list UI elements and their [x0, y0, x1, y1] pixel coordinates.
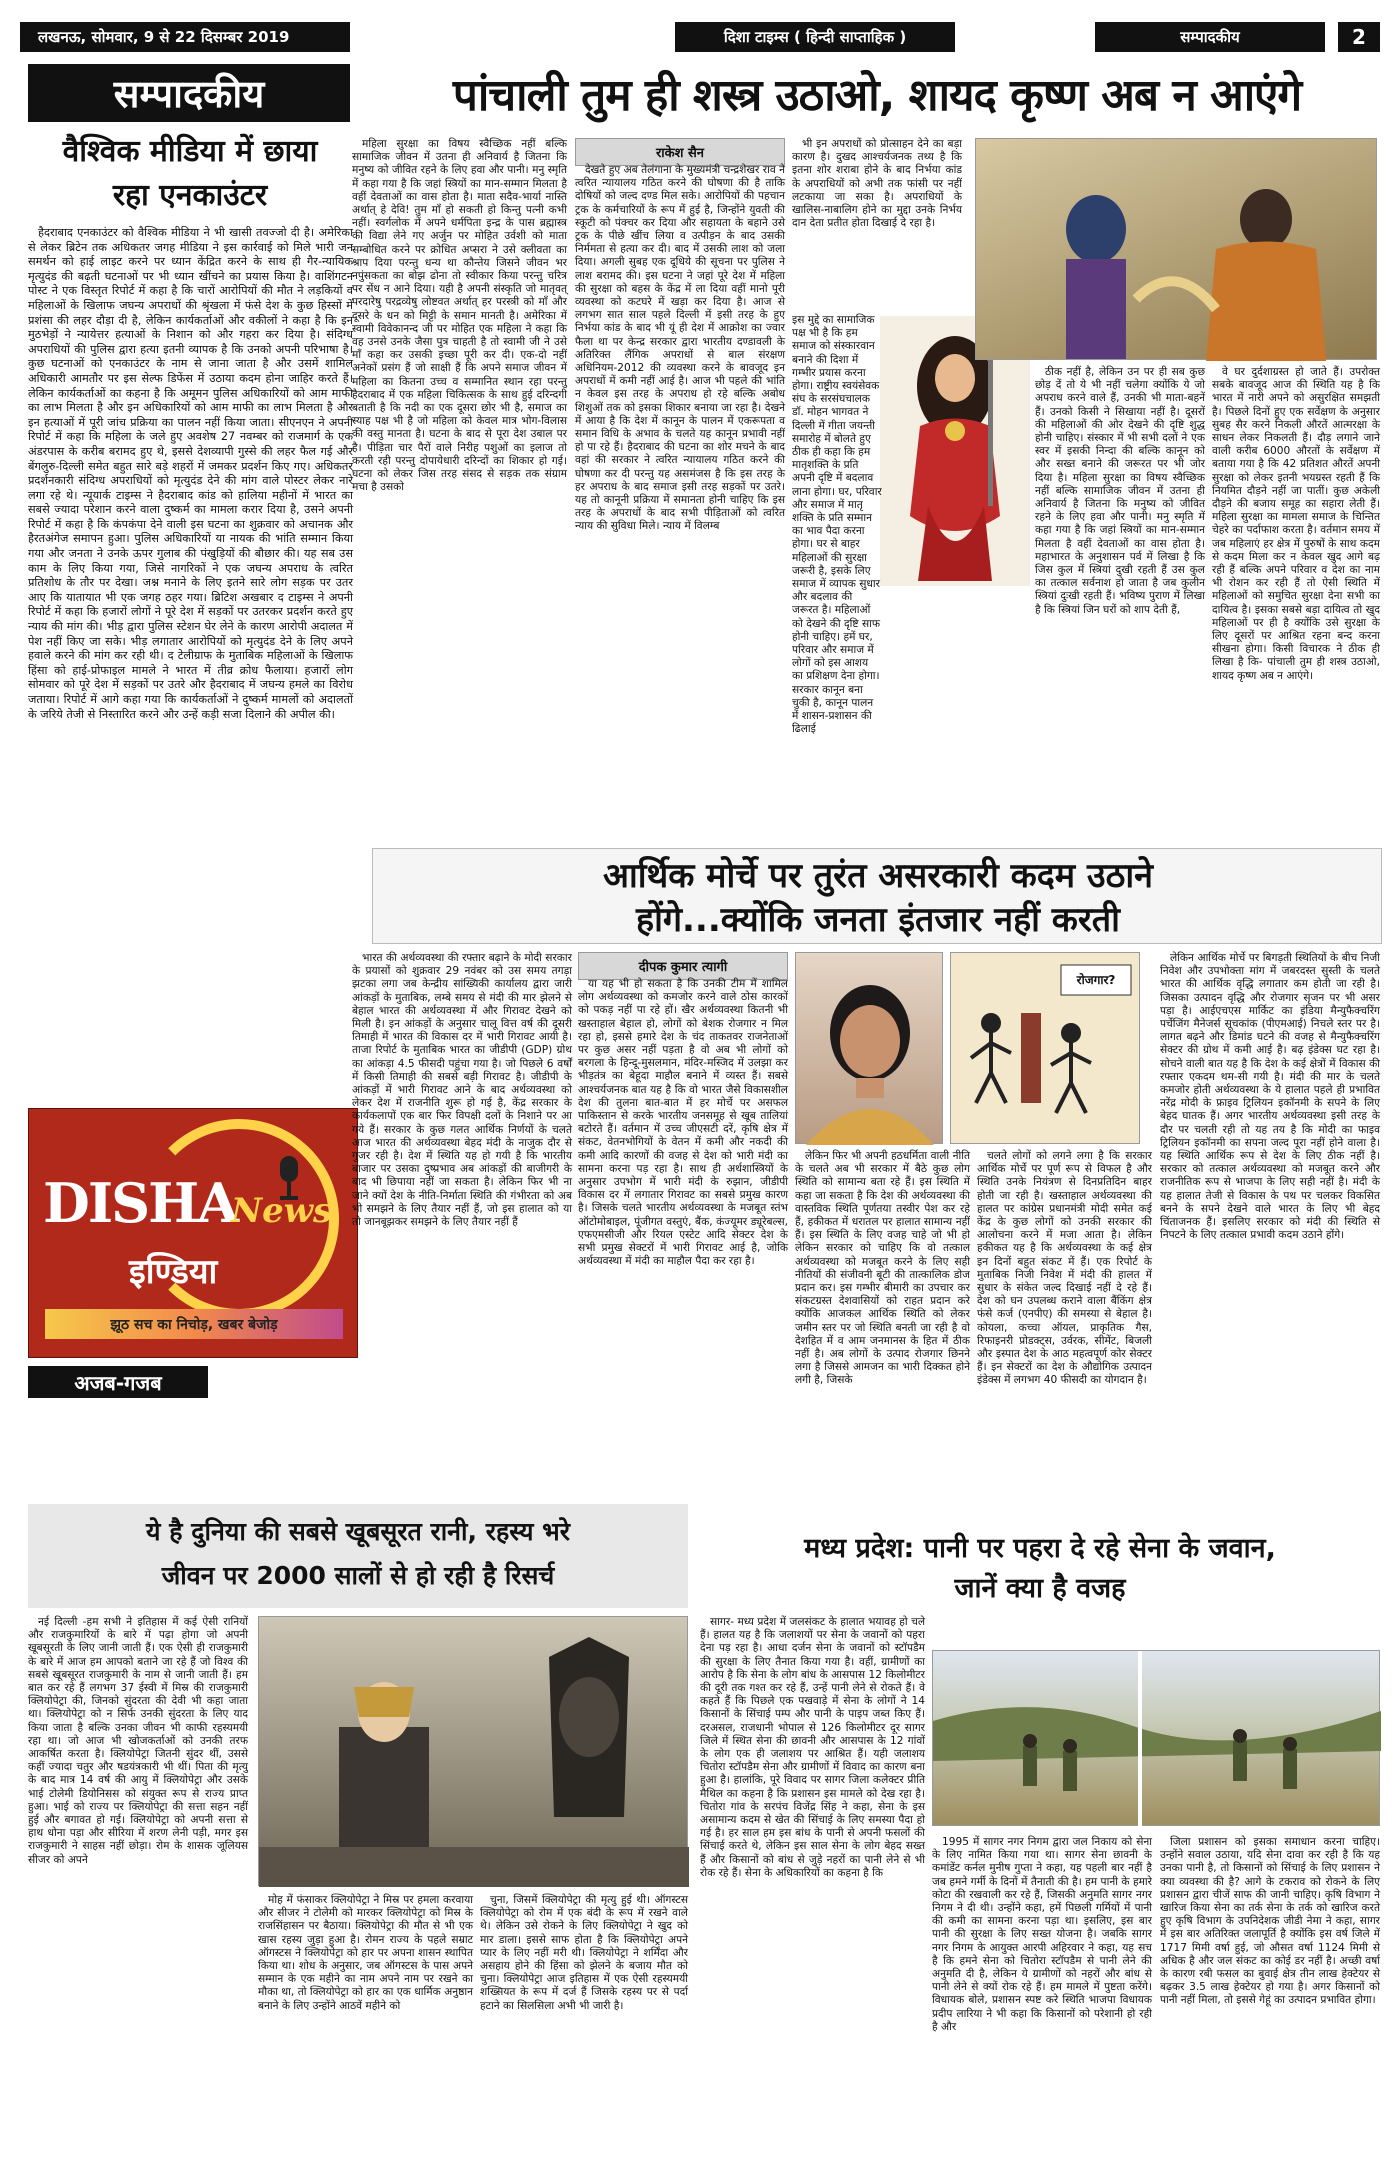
date-bar: लखनऊ, सोमवार, 9 से 22 दिसम्बर 2019 [20, 22, 350, 52]
lead-column-3a: भी इन अपराधों को प्रोत्साहन देने का बड़ा कारण है। दुखद आश्चर्यजनक तथ्य है कि इतना शोर शराबा होने के बाद निर्भया कांड के अपराधियों को अभी तक फांसी पर नहीं लटकाया जा सका है। अपराधियों के खालिस-नाबालिग होने का मुद्दा उनके निर्भय दान देता प्रतीत होता दिखाई दे रहा है। [792, 138, 962, 230]
mp-column-1: सागर- मध्य प्रदेश में जलसंकट के हालात भयावह हो चले हैं। हालत यह है कि जलाशयों पर सेना के जवानों को पहरा देना पड़ रहा है। आधा दर्जन सेना के जवानों को स्टॉपडैम की सुरक्षा के लिए तैनात किया गया है। वहीं, ग्रामीणों का आरोप है कि सेना के लोग बांध के आसपास 12 किलोमीटर की दूरी तक गश्त कर रहे हैं, उन्हें पानी लेने से रोकते हैं। वे कहते हैं कि पिछले एक पखवाड़े में सेना के लोगों ने 14 किसानों के सिंचाई पम्प और पानी के पाइप जब्त किए हैं। दरअसल, राजधानी भोपाल से 126 किलोमीटर दूर सागर जिले में स्थित सेना की छावनी और आसपास के 12 गांवों के लोग एक ही जलाशय पर आश्रित हैं। यही जलाशय चितोरा स्टॉपडैम सेना और ग्रामीणों में विवाद का कारण बना हुआ है। हालांकि, पूरे विवाद पर सागर जिला कलेक्टर प्रीति मैथिल का कहना है कि प्रशासन इस मामले को देख रहा है। चितोरा गांव के सरपंच विजेंद्र सिंह ने कहा, सेना के इस असामान्य कदम से खेत की सिंचाई के लिए समस्या पैदा हो गई है। हर साल हम इस बांध के पानी से अपनी फसलों की सिंचाई करते थे, लेकिन इस साल सेना के लोग बेहद सख्त हैं और किसानों को बांध से जुड़े नहरों का पानी लेने से भी रोक रहे हैं। सेना के अधिकारियों का कहना है कि [700, 1616, 925, 1879]
economy-column-4: चलते लोगों को लगने लगा है कि सरकार आर्थिक मोर्चे पर पूर्ण रूप से विफल है और स्थिति उनके नियंत्रण से दिनप्रतिदिन बाहर होती जा रही है। खस्ताहाल अर्थव्यवस्था की हालत पर कांग्रेस प्रधानमंत्री मोदी समेत कई केंद्र के कुछ लोगों को उनकी सरकार की आलोचना करने में मजा आता है। लेकिन हकीकत यह है कि अर्थव्यवस्था के कई क्षेत्र इन दिनों बहुत संकट में हैं। एक रिपोर्ट के मुताबिक निजी निवेश में मंदी की हालत में सुधार के संकेत जल्द दिखाई नहीं दे रहे हैं। देश को घन उपलब्ध कराने वाला बैंकिंग क्षेत्र फंसे कर्ज (एनपीए) की समस्या से बेहाल है। कोयला, कच्चा ऑयल, प्राकृतिक गैस, रिफाइनरी प्रोडक्ट्स, उर्वरक, सीमेंट, बिजली और इस्पात देश के आठ महत्वपूर्ण कोर सेक्टर हैं। इन सेक्टरों का देश के औद्योगिक उत्पादन इंडेक्स में लगभग 40 फीसदी का योगदान है। [977, 1150, 1152, 1387]
queen-caption-1: मोह में फंसाकर क्लियोपेट्रा ने मिस्र पर हमला करवाया और सीजर ने टोलेमी को मारकर क्लियोपेट्रा को मिस्र के राजसिंहासन पर बैठाया। क्लियोपेट्रा की मौत से भी एक खास रहस्य जुड़ा हुआ है। रोमन राज्य के पहले सम्राट ऑगस्टस ने क्लियोपेट्रा को हार पर अपना शासन स्थापित किया था। शोध के अनुसार, जब ऑगस्टस के पास अपने सम्मान के एक महीने का नाम अपने नाम पर रखने का मौका था, तो क्लियोपेट्रा को हार का एक धार्मिक अनुष्ठान बनाने के लिए उन्होंने आठवें महीने को [258, 1894, 473, 2012]
queen-headline-box [28, 1504, 688, 1608]
economy-byline: दीपक कुमार त्यागी [578, 952, 788, 980]
logo-tagline: झूठ सच का निचोड़, खबर बेजोड़ [45, 1309, 343, 1339]
economy-column-2: या यह भी हो सकता है कि उनकी टीम में शामिल लोग अर्थव्यवस्था को कमजोर करने वाले ठोस कारकों को पकड़ नहीं पा रहे हों। खैर अर्थव्यवस्था कितनी भी खस्ताहाल बेहाल हो, लोगों को बेशक रोजगार न मिल रहा हो, इससे हमारे देश के चंद ताकतवर राजनेताओं पर कुछ असर नहीं पड़ता है वो अब भी लोगों को बरगला के हिन्दू-मुसलमान, मंदिर-मस्जिद में उलझा कर भीड़तंत्र का बेहूदा माहौल बनाने में व्यस्त हैं। सबसे आश्चर्यजनक बात यह है कि वो भारत जैसे विकासशील देश की तुलना बात-बात में हर मोर्चे पर असफल पाकिस्तान से करके भारतीय जनसमूह से खूब तालियां बटोरते हैं। वर्तमान में उच्च जीएसटी दरें, कृषि क्षेत्र में संकट, वेतनभोगियों के वेतन में कमी और नकदी की कमी आदि कारणों की वजह से देश को भारी मंदी का सामना करना पड़ रहा है। साथ ही अर्थशास्त्रियों के अनुसार उपभोग में भारी मंदी के रुझान, जीडीपी विकास दर में लगातार गिरावट का सबसे प्रमुख कारण है। जिसके चलते भारतीय अर्थव्यवस्था के मजबूत स्तंभ ऑटोमोबाइल, पूंजीगत वस्तुएं, बैंक, कंज्यूमर ड्यूरेबल्स, एफएमसीजी और रियल एस्टेट आदि सेक्टर देश के सभी प्रमुख सेक्टरों में भारी गिरावट आई है, जोकि अर्थव्यवस्था में मंदी का माहौल पैदा कर रहा है। [578, 978, 788, 1268]
economy-headline-line-1: आर्थिक मोर्चे पर तुरंत असरकारी कदम उठाने [602, 856, 1154, 896]
lead-column-2: देखते हुए अब तेलंगाना के मुख्यमंत्री चन्द्रशेखर राव ने त्वरित न्यायालय गठित करने की घोषणा की है ताकि दोषियों को जल्द दण्ड मिल सके। आरोपियों की पहचान ट्रक के कर्मचारियों के रूप में हुई है, जिन्होंने युवती की स्कूटी को पंक्चर कर दिया और सहायता के बहाने उसे ट्रक के पीछे खींच लिया व उत्पीड़न के बाद उसकी निर्ममता से हत्या कर दी। बाद में उसकी लाश को जला दिया। अगली सुबह एक दूधिये की सूचना पर पुलिस ने लाश बरामद की। इस घटना ने जहां पूरे देश में महिला की सुरक्षा को बहस के केंद्र में ला दिया वहीं मानो पूरी व्यवस्था को कटघरे में खड़ा कर दिया है। आज से लगभग सात साल पहले दिल्ली में इसी तरह के हुए निर्भया कांड के बाद भी यूं ही देश में आक्रोश का ज्वार फैला था पर केन्द्र सरकार द्वारा भारतीय दण्डावली के अतिरिक्त लैंगिक अपराधों से बाल संरक्षण अधिनियम-2012 की व्यवस्था करने के बावजूद इन अपराधों में कमी नहीं आई है। आज भी पहले की भांति न केवल इस तरह के अपराध हो रहे बल्कि अबोध शिशुओं तक को इसका शिकार बनाया जा रहा है। देखने में आया है कि देश में कानून के पालन में एकरूपता व समान विधि के अभाव के चलते यह कानून प्रभावी नहीं हो पा रहे हैं। हैदराबाद की घटना का शोर मचने के बाद वहां की सरकार ने त्वरित न्यायालय गठित करने की घोषणा कर दी परन्तु यह असमंजस है कि इस तरह के हर अपराध के बाद समाज इसी तरह सड़कों पर उतरे। यह तो कानूनी प्रक्रिया में समानता होनी चाहिए कि इस तरह के अपराधों के बाद सभी पीड़िताओं को त्वरित न्याय की सुविधा मिले। न्याय में विलम्ब [575, 164, 785, 533]
mp-column-3: जिला प्रशासन को इसका समाधान करना चाहिए। उन्होंने सवाल उठाया, यदि सेना दावा कर रही है कि यह उनका पानी है, तो किसानों को सिंचाई के लिए प्रशासन ने क्या व्यवस्था की है? आगे के टकराव को रोकने के लिए प्रशासन द्वारा चीजें साफ की जानी चाहिए। कृषि विभाग ने खारिज किया सेना का तर्क सेना के तर्क को खारिज करते हुए कृषि विभाग के उपनिदेशक जीडी नेमा ने कहा, सागर में इस बार अतिरिक्त जलापूर्ति है क्योंकि इस वर्ष जिले में 1717 मिमी वर्षा हुई, जो औसत वर्षा 1124 मिमी से अधिक है और जल संकट का कोई डर नहीं है। अच्छी वर्षा के कारण रबी फसल का बुवाई क्षेत्र तीन लाख हेक्टेयर से बढ़कर 3.5 लाख हेक्टेयर हो गया है। अगर किसानों को पानी नहीं मिला, तो इससे गेहूं का उत्पादन प्रभावित होगा। [1160, 1836, 1380, 2007]
sidebar-article-body: हैदराबाद एनकाउंटर को वैश्विक मीडिया ने भी खासी तवज्जो दी है। अमेरिका से लेकर ब्रिटेन तक अधिकतर जगह मीडिया ने इस कार्रवाई को मिले भारी जन समर्थन को हाई लाइट करने पर ध्यान केंद्रित करने के साथ ही गैर-न्यायिक मृत्युदंड की बढ़ती घटनाओं पर भी ध्यान खींचने का प्रयास किया है। वाशिंगटन पोस्ट ने एक विस्तृत रिपोर्ट में कहा है कि चारों आरोपियों की मौत ने लड़कियों व महिलाओं के खिलाफ जघन्य अपराधों की श्रृंखला में फंसे देश के कुछ हिस्सों में प्रशंसा की लहर दौड़ा दी है, लेकिन कार्यकर्ताओं और वकीलों ने कहा है कि इन मुठभेड़ों ने न्यायेत्तर हत्याओं के निशान को और गहरा कर दिया है। संदिग्ध अपराधियों की पुलिस द्वारा हत्या इतनी व्यापक है कि उनको अपनी परिभाषा है। कुछ घटनाओं को एनकाउंटर के नाम से जाना जाता है और उसमें शामिल अधिकारी आमतौर पर इस सेल्फ डिफेंस में उठाया कदम होना जाहिर करते हैं। लेकिन कार्यकर्ताओं का कहना है कि अमूमन पुलिस अधिकारियों को आम माफी का लाभ मिलता है और इन अधिकारियों को आम माफी का लाभ मिलता है और इन हत्याओं में पूरी जांच प्रक्रिया का पालन नहीं किया जाता। सीएनएन ने अपनी रिपोर्ट में कहा कि महिला के जले हुए अवशेष 27 नवम्बर को राजमार्ग के एक अंडरपास के करीब बरामद हुए थे, इससे देशव्यापी गुस्से की लहर फैल गई और बेंगलुरु-दिल्ली समेत बहुत सारे बड़े शहरों में जमकर प्रदर्शन किए गए। अधिकतर प्रदर्शनकारी संदिग्ध अपराधियों को मृत्युदंड देने की मांग वाले पोस्टर लेकर नारे लगा रहे थे। न्यूयार्क टाइम्स ने हैदराबाद कांड को हालिया महीनों में भारत का सबसे ज्यादा परेशान करने वाला दुष्कर्म का मामला करार दिया है, उसने अपनी रिपोर्ट में कहा है कि कंपकंपा देने वाली इस घटना का शुक्रवार को अचानक और हैरतअंगेज समापन हुआ। पुलिस अधिकारियों या नायक की भांति सम्मान किया गया और जनता ने उनके ऊपर गुलाब की पंखुड़ियों की बौछार की। यह सब उस काम के लिए किया गया, जिसे नागरिकों ने एक जघन्य अपराध के त्वरित प्रतिशोध के तौर पर देखा। जश्न मनाने के लिए इतने सारे लोग सड़क पर उतर आए कि यातायात भी एक जगह ठहर गया। ब्रिटिश अखबार द टाइम्स ने अपनी रिपोर्ट में कहा कि हजारों लोगों ने पूरे देश में सड़कों पर उतरकर प्रदर्शन करते हुए न्याय की मांग की। भीड़ द्वारा पुलिस स्टेशन घेर लेने के कारण आरोपी अदालत में पेश नहीं किए जा सके। भीड़ लगातार आरोपियों को मृत्युदंड देने के लिए अपने हवाले करने की मांग कर रही थी। द टेलीग्राफ के मुताबिक महिलाओं के खिलाफ हिंसा को हाई-प्रोफाइल मामले ने भारत में तीव्र क्रोध फैलाया। हजारों लोग सोमवार को पूरे देश में सड़कों पर उतरे और हैदराबाद में जघन्य हमले का विरोध जताया। रिपोर्ट में आगे कहा गया कि कार्यकर्ताओं ने दुष्कर्म मामलों को अदालतों के जरिये तेजी से निस्तारित करने और उन्हें कड़ी सजा दिलाने की अपील की। [28, 226, 353, 721]
queen-column-1: नई दिल्ली -हम सभी ने इतिहास में कई ऐसी रानियों और राजकुमारियों के बारे में पढ़ा होगा जो अपनी खूबसूरती के लिए जानी जाती हैं। एक ऐसी ही राजकुमारी के बारे में आज हम आपको बताने जा रहे हैं जो विश्व की सबसे खूबसूरत राजकुमारी के नाम से जानी जाती हैं। हम बात कर रहे हैं लगभग 37 ईस्वी में मिस्र की राजकुमारी क्लियोपेट्रा की, जिनको सुंदरता की देवी भी कहा जाता था। क्लियोपेट्रा को न सिर्फ उनकी सुंदरता के लिए याद किया जाता है बल्कि उनका जीवन भी काफी रहस्यमयी रहा था। जो आज भी खोजकर्ताओं को उनकी तरफ आकर्षित करता है। क्लियोपेट्रा जितनी सुंदर थीं, उससे कहीं ज्यादा चतुर और षडयंत्रकारी भी थीं। पिता की मृत्यु के बाद मात्र 14 वर्ष की आयु में क्लियोपेट्रा और उसके भाई टोलेमी डियोनिसस को संयुक्त रूप से राज्य प्राप्त हुआ। भाई को राज्य पर क्लियोपेट्रा की सत्ता सहन नहीं हुई और बगावत हो गई। क्लियोपेट्रा को अपनी सत्ता से हाथ धोना पड़ा और सीरिया में शरण लेनी पड़ी, मगर इस राजकुमारी ने साहस नहीं छोड़ा। रोम के शासक जूलियस सीजर को अपने [28, 1616, 248, 1866]
sidebar-headline: वैश्विक मीडिया में छाया रहा एनकाउंटर [62, 134, 318, 213]
cleopatra-photo [258, 1616, 688, 1886]
queen-headline-line-2: जीवन पर 2000 सालों से हो रही है रिसर्च [161, 1561, 555, 1590]
page-number: 2 [1338, 22, 1380, 52]
mp-column-2: 1995 में सागर नगर निगम द्वारा जल निकाय को सेना के लिए नामित किया गया था। सागर सेना छावनी के कमांडेंट कर्नल मुनीष गुप्ता ने कहा, यह पहली बार नहीं है जब हमने गर्मी के दिनों में तैनाती की है। हम पानी के हमारे कोटा की रखवाली कर रहे हैं, जिसकी अनुमति सागर नगर निगम ने दी थी। उन्होंने कहा, हमें पिछली गर्मियों में पानी की कमी का सामना करना पड़ा था। इसलिए, इस बार पानी की सुरक्षा के लिए सख्त योजना है। जबकि सागर नगर निगम के आयुक्त आरपी अहिरवार ने कहा, यह सच है कि हमने सेना को चितोरा स्टॉपडैम से पानी लेने की अनुमति दी है, लेकिन ये ग्रामीणों को नहरों और बांध से पानी लेने से क्यों रोक रहे हैं। हम मामले में पुष्टता करेंगे। विधायक बोले, प्रशासन स्पष्ट करे स्थिति भाजपा विधायक प्रदीप लारिया ने भी कहा कि किसानों को परेशानी हो रही है और [932, 1836, 1152, 2033]
economy-column-1: भारत की अर्थव्यवस्था की रफ्तार बढ़ाने के मोदी सरकार के प्रयासों को शुक्रवार 29 नवंबर को उस समय तगड़ा झटका लगा जब केन्द्रीय सांख्यिकी कार्यालय द्वारा जारी आंकड़ों के मुताबिक, लम्बे समय से मंदी की मार झेलने से बेहाल भारत की अर्थव्यवस्था में और गिरावट देखने को मिली है। इन आंकड़ों के अनुसार चालू वित्त वर्ष की दूसरी तिमाही में भारत की विकास दर में भारी गिरावट आयी है। ताजा रिपोर्ट के मुताबिक भारत का जीडीपी (GDP) ग्रोथ का आंकड़ा 4.5 फीसदी पहुंचा गया है। जो पिछले 6 वर्षों में किसी तिमाही की सबसे बड़ी गिरावट है। जीडीपी के आंकड़ों में भारी गिरावट आने के बाद अर्थव्यवस्था को लेकर देश में राजनीति शुरू हो गई है, केंद्र सरकार के कार्यकलापों एक बार फिर विपक्षी दलों के निशाने पर आ गये हैं। सरकार के कुछ गलत आर्थिक निर्णयों के चलते आज भारत की अर्थव्यवस्था बेहद मंदी के नाजुक दौर से गुजर रही है। देश में स्थिति यह हो गयी है कि भारतीय बाजार पर उसका दुष्प्रभाव अब आंकड़ों की बाजीगरी के बाद भी छिपाया नहीं जा सकता है। लेकिन फिर भी ना जाने क्यों देश के नीति-निर्माता स्थिति की गंभीरता को अब भी समझने के लिए तैयार नहीं हैं, जो इस हालात को या तो जानबूझकर समझने के लिए तैयार नहीं हैं [352, 952, 572, 1229]
logo-disha-text: DISHA [43, 1171, 238, 1235]
economy-column-5: लेकिन आर्थिक मोर्चे पर बिगड़ती स्थितियों के बीच निजी निवेश और उपभोक्ता मांग में जबरदस्त सुस्ती के चलते भारत की आर्थिक वृद्धि लगातार कम होती जा रही है। जिसका उत्पादन वृद्धि और रोजगार सृजन पर भी असर पड़ा है। आईएचएस मार्किट का इंडिया मैन्युफैक्चरिंग पर्चेजिंग मैनेजर्स सूचकांक (पीएमआई) निचले स्तर पर है। लागत बढ़ने और डिमांड घटने की वजह से मैन्युफैक्चरिंग सेक्टर की ग्रोथ में कमी आई है। बढ़ इंडेक्स घट रहा है। सोचने वाली बात यह है कि देश के कई क्षेत्रों में विकास की रफ्तार एकदम थम-सी गयी है। मंदी की मार के चलते कमजोर होती अर्थव्यवस्था के ये हालात पहले ही प्रभावित नरेंद्र मोदी के फ्राइव ट्रिलियन इकॉनमी के सपने के लिए बेहद घातक हैं। अगर भारतीय अर्थव्यवस्था इसी तरह के दौर पर चलती रही तो यह तय है कि मोदी का फाइव ट्रिलियन इकॉनमी का सपना जल्द पूरा नहीं होने वाला है। यह स्थिति आर्थिक रूप से देश के लिए ठीक नहीं है। सरकार को तत्काल अर्थव्यवस्था को मजबूत करने और राजनीतिक रूप से भाजपा के लिए सही नहीं है। मंदी के यह हालात तेजी से विकास के पथ पर चलकर विकसित बनने के सपने देखने वाले भारत के लिए भी बेहद चिंताजनक हैं। इसलिए सरकार को मंदी की स्थिति से निपटने के लिए तत्काल प्रभावी कदम उठाने होंगे। [1160, 952, 1380, 1242]
mahabharata-painting [975, 138, 1377, 360]
section-bar: सम्पादकीय [1095, 22, 1325, 52]
mp-headline-line-1: मध्य प्रदेश: पानी पर पहरा दे रहे सेना के जवान, [804, 1533, 1276, 1564]
lead-column-1: महिला सुरक्षा का विषय स्वैच्छिक नहीं बल्कि सामाजिक जीवन में उतना ही अनिवार्य है जितना कि मनुष्य को जीवित रहने के लिए हवा और पानी। मनु स्मृति में कहा गया है कि जहां स्त्रियों का मान-सम्मान मिलता है वहीं देवताओं का वास होता है। माता सदैव-भार्या नास्ति अर्थात् हे देवि! तुम माँ हो सकती हो किन्तु पत्नी कभी नहीं। स्वर्गलोक में अपने धर्मपिता इन्द्र के पास ब्रह्मास्त्र की विद्या लेने गए अर्जुन पर मोहित उर्वशी को माता सम्बोधित करने पर क्रोधित अप्सरा ने उसे क्लीवता का श्राप दिया परन्तु धन्य था कौन्तेय जिसने जीवन भर नपुंसकता का बोझ ढोना तो स्वीकार किया परन्तु चरित्र पर सेंध न आने दिया। यही है अपनी संस्कृति जो मातृवत् परदारेषु परद्रव्येषु लोष्टवत अर्थात् हर परस्त्री को माँ और दूसरे के धन को मिट्टी के समान मानती है। अमेरिका में स्वामी विवेकानन्द जी पर मोहित एक महिला ने कहा कि वह उनसे उनके जैसा पुत्र चाहती है तो स्वामी जी ने उसे माँ कहा कर उसकी इच्छा पूरी कर दी। एक-दो नहीं अनेकों प्रसंग हैं जो साक्षी हैं कि अपने समाज जीवन में महिला का कितना उच्च व सम्मानित स्थान रहा परन्तु हैदराबाद में एक महिला चिकित्सक के साथ हुई दरिन्दगी बताती है कि नदी का एक दूसरा छोर भी है, समाज का स्याह पक्ष भी है जो महिला को केवल मात्र भोग-विलास की वस्तु मानता है। घटना के बाद से पूरा देश उबाल पर है। पीड़िता चार पैरों वाले निरीह पशुओं का इलाज तो करती रही परन्तु दोपायेधारी दरिन्दों का शिकार हो गई। घटना को लेकर जिस तरह संसद से सड़क तक संग्राम मचा है उसको [352, 138, 567, 494]
lead-byline: राकेश सैन [575, 138, 785, 166]
nirmala-sitharaman-photo [795, 952, 943, 1144]
lead-column-4: ठीक नहीं है, लेकिन उन पर ही सब कुछ छोड़ दें तो ये भी नहीं चलेगा क्योंकि ये जो अपराध करने वाले हैं, उनकी भी माता-बहनें हैं। उनको किसी ने सिखाया नहीं है। दूसरों की महिलाओं की ओर देखने की दृष्टि शुद्ध होनी चाहिए। संस्कार में भी सभी दलों ने एक स्वर में इसकी निन्दा की बल्कि कानून को और सख्त बनाने की जरूरत पर भी जोर दिया है। महिला सुरक्षा का विषय स्वैच्छिक नहीं बल्कि सामाजिक जीवन में उतना ही अनिवार्य है जितना कि मनुष्य को जीवित रहने के लिए हवा और पानी। मनु स्मृति में कहा गया है कि जहां स्त्रियों का मान-सम्मान मिलता है वहीं देवताओं का वास होता है। महाभारत के अनुशासन पर्व में लिखा है कि जिस कुल में स्त्रियां दुखी रहती हैं उस कुल का तत्काल सर्वनाश हो जाता है जब कुलीन स्त्रियां दुःखी रहती हैं। भविष्य पुराण में लिखा है कि स्त्रियां जिन घरों को शाप देती हैं, [1035, 366, 1205, 616]
paper-name-bar: दिशा टाइम्स ( हिन्दी साप्ताहिक ) [675, 22, 955, 52]
lead-headline: पांचाली तुम ही शस्त्र उठाओ, शायद कृष्ण अब न आएंगे [452, 70, 1302, 121]
mp-headline-line-2: जानें क्या है वजह [954, 1573, 1126, 1604]
editorial-label: सम्पादकीय [28, 64, 350, 122]
lead-column-3b: इस मुद्दे का सामाजिक पक्ष भी है कि हम समाज को संस्कारवान बनाने की दिशा में गम्भीर प्रयास करना होगा। राष्ट्रीय स्वयंसेवक संघ के सरसंघचालक डॉ. मोहन भागवत ने दिल्ली में गीता जयन्ती समारोह में बोलते हुए ठीक ही कहा कि हम मातृशक्ति के प्रति अपनी दृष्टि में बदलाव लाना होगा। घर, परिवार और समाज में मातृ शक्ति के प्रति सम्मान का भाव पैदा करना होगा। घर से बाहर महिलाओं की सुरक्षा जरूरी है, इसके लिए समाज में व्यापक सुधार और बदलाव की जरूरत है। महिलाओं को देखने की दृष्टि साफ होनी चाहिए। हमें घर, परिवार और समाज में लोगों को इस आशय का प्रशिक्षण देना होगा। सरकार कानून बना चुकी है, कानून पालन में शासन-प्रशासन की ढिलाई [792, 314, 882, 736]
jobs-cartoon [950, 952, 1140, 1144]
army-soldiers-photo [932, 1650, 1380, 1826]
economy-headline-box [372, 848, 1382, 944]
cartoon-speech-text: रोजगार? [1076, 973, 1116, 987]
economy-headline-line-2: होंगे...क्योंकि जनता इंतजार नहीं करती [636, 900, 1120, 940]
ajab-gajab-label: अजब-गजब [28, 1366, 208, 1398]
disha-news-logo [28, 1108, 358, 1358]
logo-news-text: News [231, 1191, 333, 1231]
economy-column-3: लेकिन फिर भी अपनी हठधर्मिता वाली नीति के चलते अब भी सरकार में बैठे कुछ लोग स्थिति को सामान्य बता रहे हैं। इस स्थिति में कहा जा सकता है कि देश की अर्थव्यवस्था की वास्तविक स्थिति पूर्णतया तस्वीर पेश कर रहे हैं, हकीकत में धरातल पर हालात सामान्य नहीं हैं। इस स्थिति के लिए वजह चाहे जो भी हो लेकिन सरकार को चाहिए कि वो तत्काल अर्थव्यवस्था को मजबूत करने के लिए सही नीतियों की संजीवनी बूटी की तात्कालिक डोज प्रदान कर। इस गम्भीर बीमारी का उपचार कर संकटग्रस्त देशवासियों को राहत प्रदान करे क्योंकि आजकल आर्थिक स्थिति को लेकर जमीन स्तर पर जो स्थिति बनती जा रही है वो देशहित में व आम जनमानस के हित में ठीक नहीं है। अब लोगों के उत्पाद रोजगार छिनने लगा है जिससे आमजन का भारी दिक्कत होने लगी है, जिसके [795, 1150, 970, 1387]
top-bar [20, 22, 1380, 52]
lead-column-5: वे घर दुर्दशाग्रस्त हो जाते हैं। उपरोक्त सबके बावजूद आज की स्थिति यह है कि भारत में नारी अपने को असुरक्षित समझती है। पिछले दिनों हुए एक सर्वेक्षण के अनुसार सुबह सैर करने निकली औरतें आत्मरक्षा के साधन लेकर निकलती हैं। दौड़ लगाने जाने वाली करीब 6000 औरतों के सर्वेक्षण में बताया गया है कि 42 प्रतिशत औरतें अपनी सुरक्षा को लेकर इतनी भयग्रस्त रहती हैं कि नियमित दौड़ने नहीं जा पातीं। कुछ अकेली दौड़ने की बजाय समूह का सहारा लेती हैं। महिला सुरक्षा का मामला समाज के चिन्तित चेहरे का पर्दाफाश करता है। वर्तमान समय में जब महिलाएं हर क्षेत्र में पुरुषों के साथ कदम से कदम मिला कर न केवल खुद आगे बढ़ रही हैं बल्कि अपने परिवार व देश का नाम भी रोशन कर रही हैं तो ऐसी स्थिति में महिलाओं को समुचित सुरक्षा देना सभी का दायित्व है। इसका सबसे बड़ा दायित्व तो खुद महिलाओं पर ही है क्योंकि उसे सुरक्षा के लिए दूसरों पर आश्रित रहना बन्द करना सीखना होगा। किसी विचारक ने ठीक ही लिखा है कि- पांचाली तुम ही शस्त्र उठाओ, शायद कृष्ण अब न आएंगे। [1212, 366, 1380, 682]
logo-india-text: इण्डिया [129, 1252, 218, 1292]
queen-caption-2: चुना, जिसमें क्लियोपेट्रा की मृत्यु हुई थी। ऑगस्टस क्लियोपेट्रा को रोम में एक बंदी के रूप में रखने वाले थे। लेकिन उसे रोकने के लिए क्लियोपेट्रा ने खुद को मार डाला। इससे साफ होता है कि क्लियोपेट्रा अपने प्यार के लिए नहीं मरी थी। क्लियोपेट्रा ने शर्मिंदा और असहाय होने की हिंसा को झेलने के बजाय मौत को चुना। क्लियोपेट्रा आज इतिहास में एक ऐसी रहस्यमयी शख्सियत के रूप में दर्ज हैं जिसके रहस्य पर से पर्दा हटाने का सिलसिला अभी भी जारी है। [480, 1894, 688, 2012]
queen-headline-line-1: ये है दुनिया की सबसे खूबसूरत रानी, रहस्य भरे [146, 1517, 570, 1546]
